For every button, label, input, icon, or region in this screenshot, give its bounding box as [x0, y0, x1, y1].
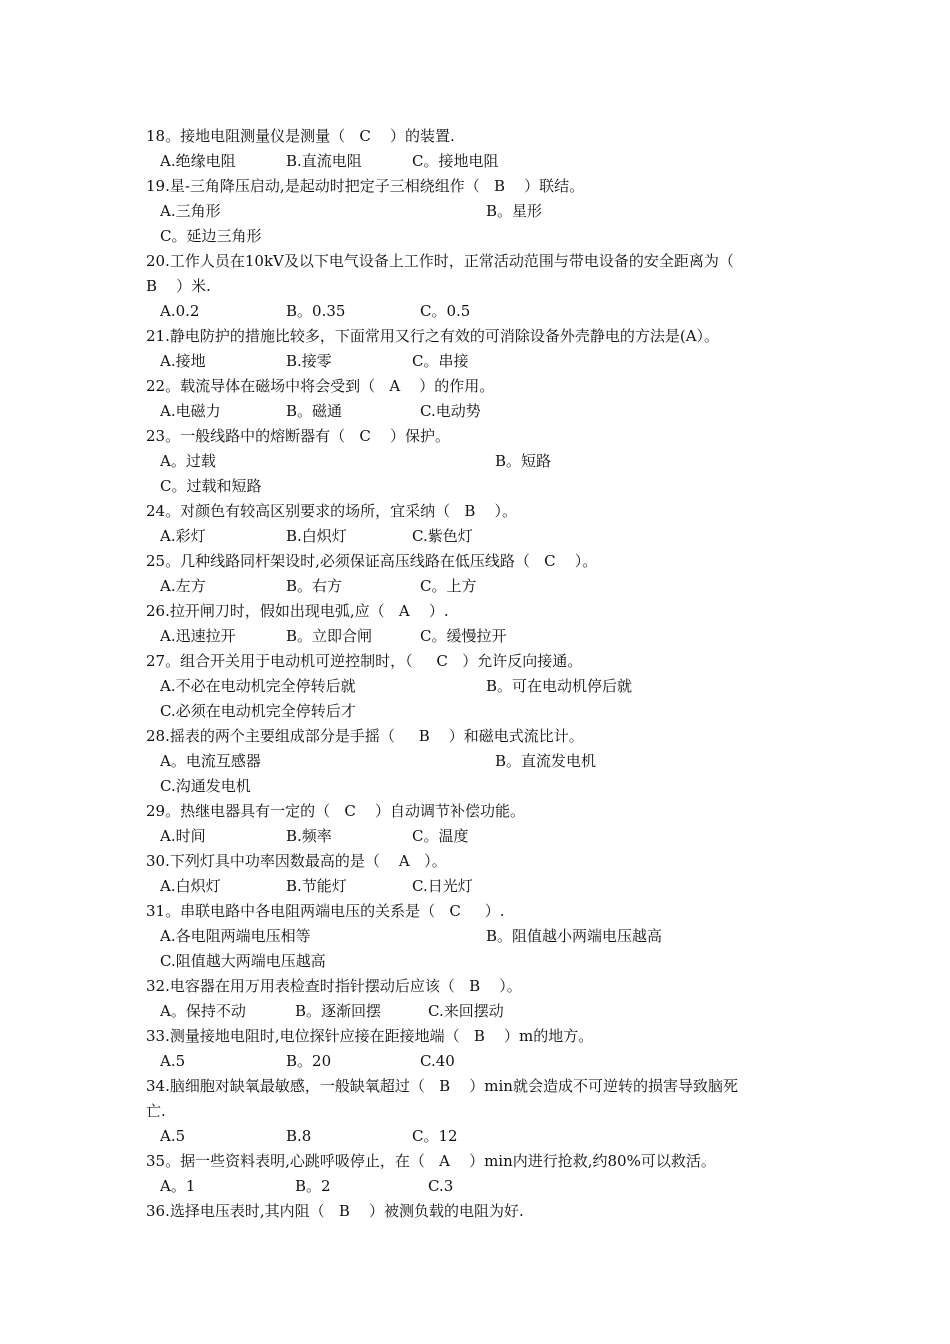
- option-30-a: A.白炽灯: [160, 877, 221, 895]
- option-25-a: A.左方: [160, 577, 206, 595]
- question-36: 36.选择电压表时,其内阻（ B ）被测负载的电阻为好.: [146, 1202, 524, 1220]
- option-23-a: A。过载: [160, 452, 216, 470]
- option-18-c: C。接地电阻: [412, 152, 499, 170]
- question-28: 28.摇表的两个主要组成部分是手摇（ B ）和磁电式流比计。: [146, 727, 584, 745]
- question-35: 35。据一些资料表明,心跳呼吸停止，在（ A ）min内进行抢救,约80%可以救活。: [146, 1152, 716, 1170]
- question-25: 25。几种线路同杆架设时,必须保证高压线路在低压线路（ C ）。: [146, 552, 598, 570]
- option-20-a: A.0.2: [160, 302, 200, 320]
- question-29: 29。热继电器具有一定的（ C ）自动调节补偿功能。: [146, 802, 525, 820]
- option-21-a: A.接地: [160, 352, 206, 370]
- option-22-a: A.电磁力: [160, 402, 221, 420]
- option-26-a: A.迅速拉开: [160, 627, 236, 645]
- question-20: 20.工作人员在10kV及以下电气设备上工作时，正常活动范围与带电设备的安全距离为（: [146, 252, 734, 270]
- option-30-c: C.日光灯: [412, 877, 473, 895]
- option-18-b: B.直流电阻: [286, 152, 362, 170]
- question-18: 18。接地电阻测量仪是测量（ C ）的装置.: [146, 127, 455, 145]
- option-25-b: B。右方: [286, 577, 343, 595]
- option-31-b: B。阻值越小两端电压越高: [486, 927, 663, 945]
- option-19-c: C。延边三角形: [160, 227, 262, 245]
- option-25-c: C。上方: [420, 577, 477, 595]
- option-33-c: C.40: [420, 1052, 455, 1070]
- question-23: 23。一般线路中的熔断器有（ C ）保护。: [146, 427, 450, 445]
- question-30: 30.下列灯具中功率因数最高的是（ A ）。: [146, 852, 447, 870]
- option-24-b: B.白炽灯: [286, 527, 347, 545]
- question-34: 34.脑细胞对缺氧最敏感，一般缺氧超过（ B ）min就会造成不可逆转的损害导致脑死: [146, 1077, 738, 1095]
- question-22: 22。载流导体在磁场中将会受到（ A ）的作用。: [146, 377, 495, 395]
- option-33-b: B。20: [286, 1052, 332, 1070]
- option-19-a: A.三角形: [160, 202, 221, 220]
- option-34-c: C。12: [412, 1127, 458, 1145]
- option-21-c: C。串接: [412, 352, 469, 370]
- option-24-a: A.彩灯: [160, 527, 206, 545]
- option-31-c: C.阻值越大两端电压越高: [160, 952, 326, 970]
- option-21-b: B.接零: [286, 352, 332, 370]
- question-34-cont: 亡.: [146, 1102, 166, 1120]
- option-27-c: C.必须在电动机完全停转后才: [160, 702, 356, 720]
- question-26: 26.拉开闸刀时，假如出现电弧,应（ A ）.: [146, 602, 449, 620]
- option-31-a: A.各电阻两端电压相等: [160, 927, 311, 945]
- option-28-b: B。直流发电机: [495, 752, 597, 770]
- question-24: 24。对颜色有较高区别要求的场所，宜采纳（ B ）。: [146, 502, 517, 520]
- option-20-c: C。0.5: [420, 302, 471, 320]
- option-19-b: B。星形: [486, 202, 543, 220]
- option-32-b: B。逐渐回摆: [295, 1002, 382, 1020]
- option-29-c: C。温度: [412, 827, 469, 845]
- option-29-a: A.时间: [160, 827, 206, 845]
- option-27-b: B。可在电动机停后就: [486, 677, 633, 695]
- option-30-b: B.节能灯: [286, 877, 347, 895]
- option-35-b: B。2: [295, 1177, 331, 1195]
- option-29-b: B.频率: [286, 827, 332, 845]
- option-32-a: A。保持不动: [160, 1002, 246, 1020]
- option-26-b: B。立即合闸: [286, 627, 373, 645]
- question-31: 31。串联电路中各电阻两端电压的关系是（ C ）.: [146, 902, 505, 920]
- question-27: 27。组合开关用于电动机可逆控制时，（ C ）允许反向接通。: [146, 652, 583, 670]
- option-18-a: A.绝缘电阻: [160, 152, 236, 170]
- option-22-c: C.电动势: [420, 402, 481, 420]
- option-35-c: C.3: [428, 1177, 454, 1195]
- option-34-a: A.5: [160, 1127, 186, 1145]
- option-22-b: B。磁通: [286, 402, 343, 420]
- option-28-a: A。电流互感器: [160, 752, 261, 770]
- question-33: 33.测量接地电阻时,电位探针应接在距接地端（ B ）m的地方。: [146, 1027, 594, 1045]
- option-27-a: A.不必在电动机完全停转后就: [160, 677, 356, 695]
- question-19: 19.星-三角降压启动,是起动时把定子三相绕组作（ B ）联结。: [146, 177, 585, 195]
- option-33-a: A.5: [160, 1052, 186, 1070]
- option-32-c: C.来回摆动: [428, 1002, 504, 1020]
- option-23-b: B。短路: [495, 452, 552, 470]
- option-28-c: C.沟通发电机: [160, 777, 251, 795]
- option-24-c: C.紫色灯: [412, 527, 473, 545]
- question-21: 21.静电防护的措施比较多，下面常用又行之有效的可消除设备外壳静电的方法是(A）。: [146, 327, 720, 345]
- option-23-c: C。过载和短路: [160, 477, 262, 495]
- question-20-cont: B ）米.: [146, 277, 211, 295]
- option-20-b: B。0.35: [286, 302, 346, 320]
- option-35-a: A。1: [160, 1177, 196, 1195]
- question-32: 32.电容器在用万用表检查时指针摆动后应该（ B ）。: [146, 977, 522, 995]
- option-34-b: B.8: [286, 1127, 312, 1145]
- option-26-c: C。缓慢拉开: [420, 627, 507, 645]
